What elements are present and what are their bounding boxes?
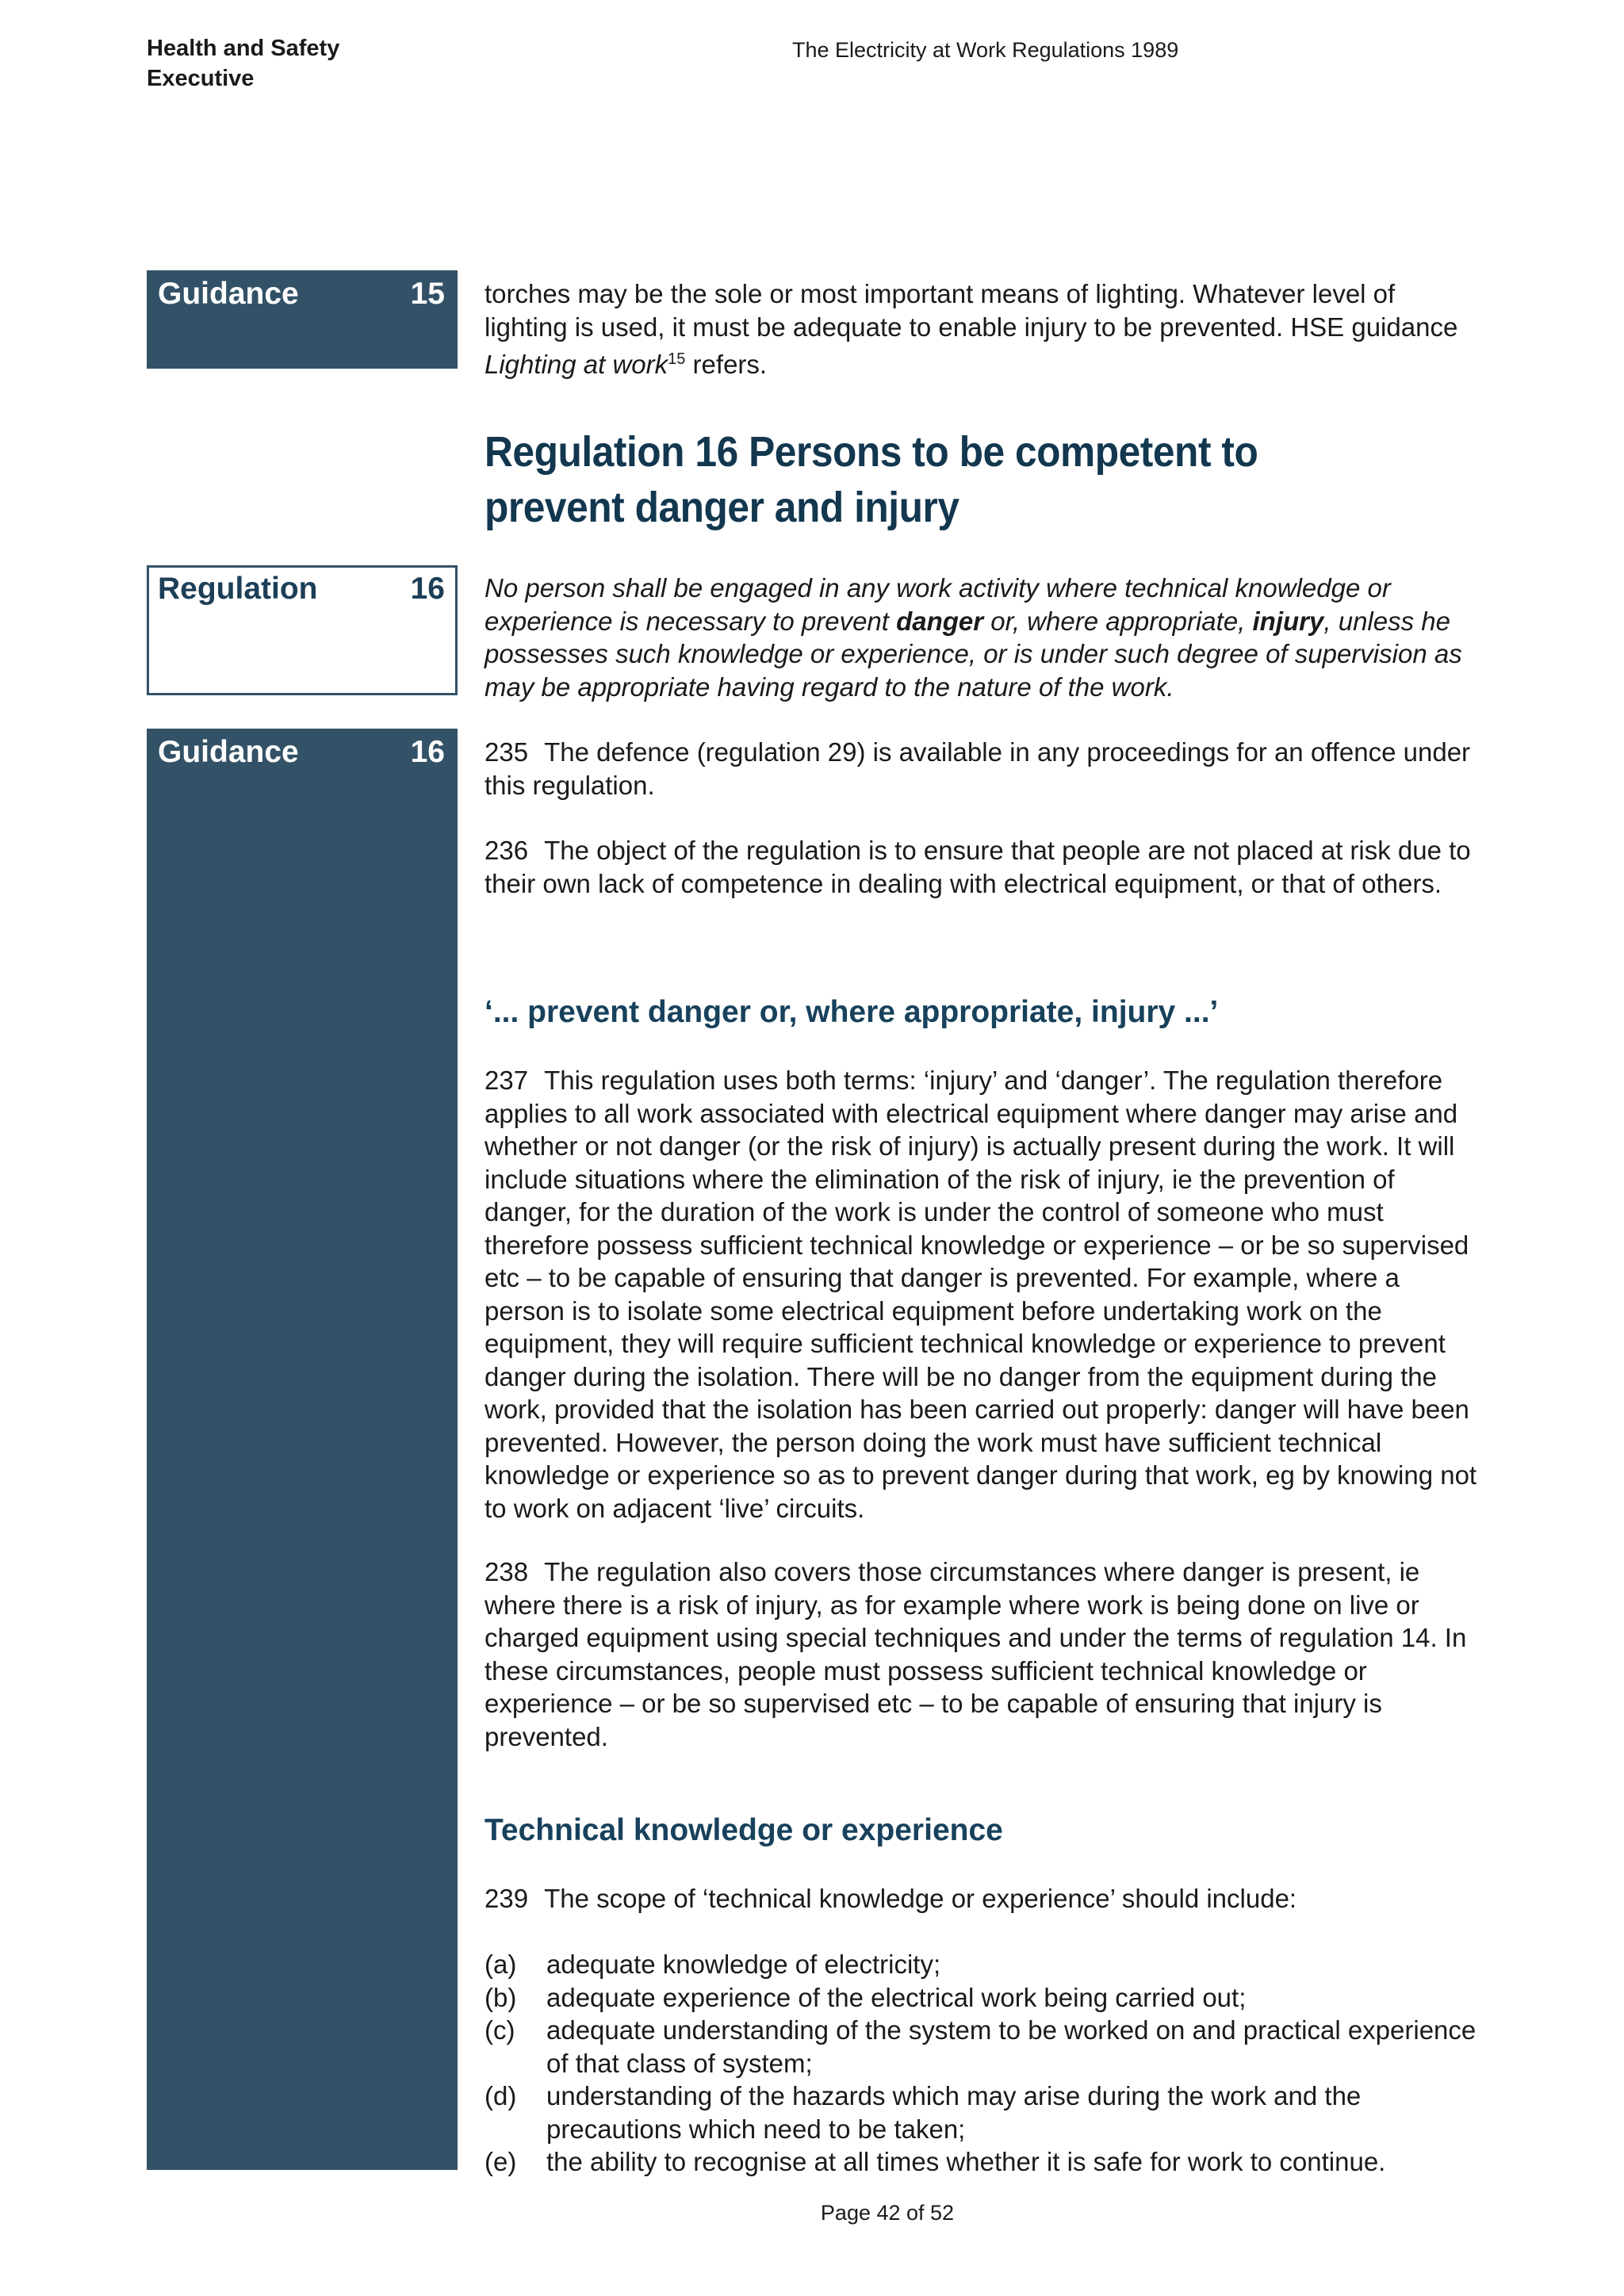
lighting-at-work-title: Lighting at work — [485, 350, 668, 379]
section-heading-technical-knowledge: Technical knowledge or experience — [485, 1813, 1003, 1847]
section-heading-prevent-danger: ‘... prevent danger or, where appropriate, injury ...’ — [485, 995, 1219, 1029]
guidance-16-label: Guidance — [158, 735, 299, 769]
document-title: The Electricity at Work Regulations 1989 — [792, 38, 1179, 62]
competence-list — [485, 1948, 1484, 2179]
intro-paragraph: torches may be the sole or most important means of lighting. Whatever level of lighting is used, it must be adequate to enable injury to be prevented. HSE guidance Lighting at work$^{15}$ refers. — [485, 279, 1458, 379]
paragraph-237: 237 This regulation uses both terms: ‘injury’ and ‘danger’. The regulation therefore applies to all work associated with electrical equipment where danger may arise and whether or not danger (or the risk of injury) is actually present during the work. It will include situations where the elimination of the risk of injury, ie the prevention of danger, for the duration of the work is under the control of someone who must therefore possess sufficient technical knowledge or experience – or be so supervised etc – to be capable of ensuring that danger is prevented. For example, where a person is to isolate some electrical equipment before undertaking work on the equipment, they will require sufficient technical knowledge or experience to prevent danger during the isolation. There will be no danger from the equipment during the work, provided that the isolation has been carried out properly: danger will have been prevented. However, the person doing the work must have sufficient technical knowledge or experience so as to prevent danger during that work, eg by knowing not to work on adjacent ‘live’ circuits. — [485, 1066, 1477, 1523]
guidance-16-number: 16 — [410, 735, 445, 769]
regulation-text: No person shall be engaged in any work activity where technical knowledge or experience is necessary to prevent danger or, where appropriate, injury, unless he possesses such knowledge or experience, or is under such degree of supervision as may be appropriate having regard to the nature of the work. — [485, 573, 1462, 702]
term-injury: injury — [1252, 606, 1324, 636]
paragraph-number: 236 — [485, 836, 529, 865]
page-number: Page 42 of 52 — [820, 2201, 955, 2225]
paragraph-number: 238 — [485, 1557, 529, 1586]
guidance-16-box — [147, 729, 458, 2170]
guidance-15-box — [147, 270, 458, 369]
org-name-line2: Executive — [147, 66, 255, 91]
term-danger: danger — [896, 606, 984, 636]
list-item: (d) understanding of the hazards which may arise during the work and the precautions which need to be taken; — [485, 2081, 1362, 2144]
paragraph-number: 237 — [485, 1066, 529, 1095]
paragraph-number: 235 — [485, 737, 529, 767]
paragraph-239: 239 The scope of ‘technical knowledge or experience’ should include: — [485, 1884, 1297, 1913]
guidance-15-number: 15 — [410, 277, 445, 311]
regulation-16-box — [147, 565, 458, 695]
regulation-heading: Regulation 16 Persons to be competent to prevent danger and injury — [485, 428, 1258, 531]
list-item: (b) adequate experience of the electrical work being carried out; — [485, 1982, 1247, 2012]
list-item: (e) the ability to recognise at all times whether it is safe for work to continue. — [485, 2147, 1386, 2176]
paragraph-235: 235 The defence (regulation 29) is available in any proceedings for an offence under this regulation. — [485, 737, 1471, 800]
paragraph-236: 236 The object of the regulation is to ensure that people are not placed at risk due to their own lack of competence in dealing with electrical equipment, or that of others. — [485, 836, 1471, 898]
org-name — [147, 33, 464, 94]
org-name-line1: Health and Safety — [147, 36, 340, 61]
list-item: (c) adequate understanding of the system to be worked on and practical experience of that class of system; — [485, 2015, 1477, 2078]
regulation-16-label: Regulation — [158, 572, 318, 606]
paragraph-number: 239 — [485, 1884, 529, 1913]
guidance-15-label: Guidance — [158, 277, 299, 311]
paragraph-238: 238 The regulation also covers those circumstances where danger is present, ie where there is a risk of injury, as for example where work is being done on live or charged equipment using special techniques and under the terms of regulation 14. In these circumstances, people must possess sufficient technical knowledge or experience – or be so supervised etc – to be capable of ensuring that injury is prevented. — [485, 1557, 1467, 1751]
page-footer — [0, 2199, 1624, 2226]
footnote-ref: 15 — [668, 350, 686, 368]
list-item: (a) adequate knowledge of electricity; — [485, 1950, 941, 1979]
regulation-16-number: 16 — [410, 572, 445, 606]
